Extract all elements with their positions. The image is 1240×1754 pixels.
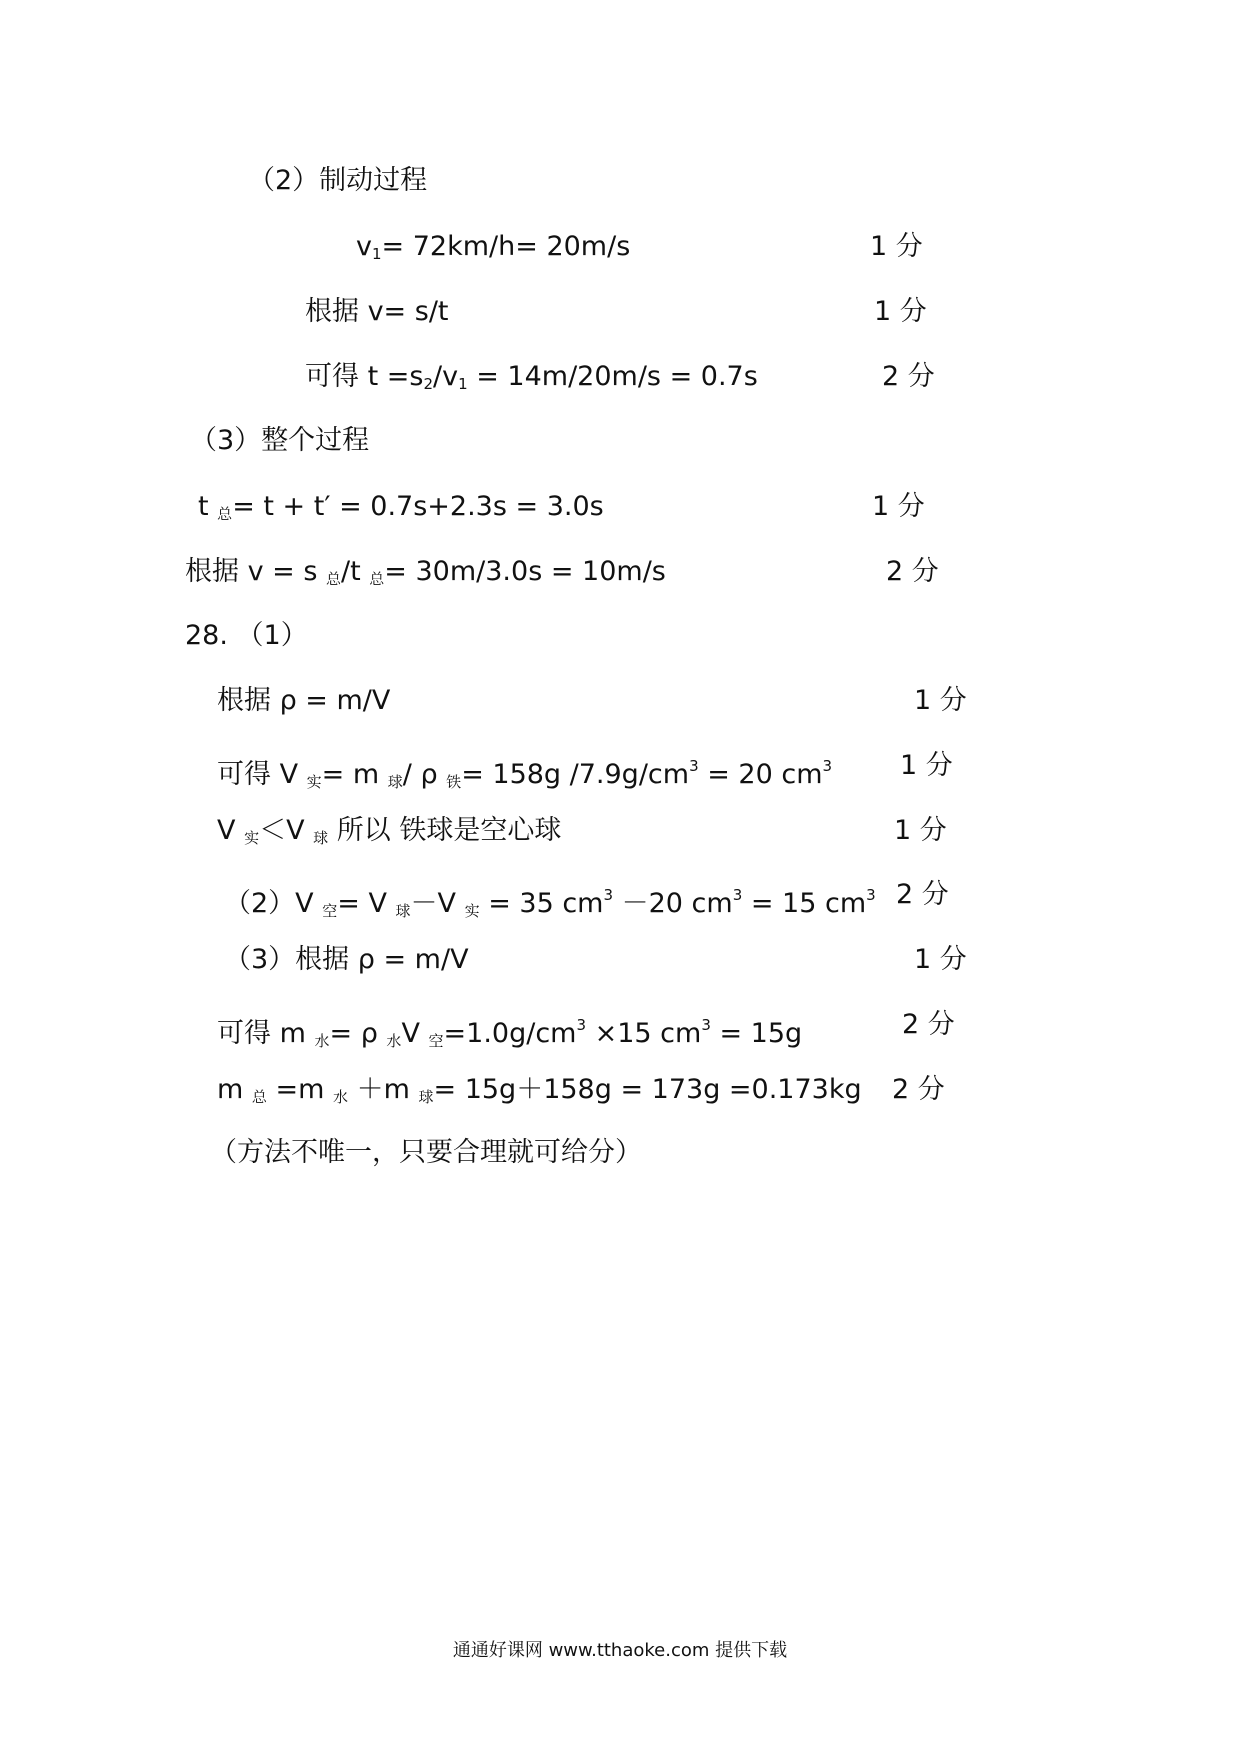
- score-label: 1 分: [900, 750, 953, 781]
- text-segment: = ρ: [329, 1018, 387, 1049]
- superscript-text: 3: [822, 757, 833, 775]
- score-label: 2 分: [886, 556, 939, 587]
- superscript-text: 3: [866, 886, 876, 904]
- text-segment: = 15g＋158g = 173g =0.173kg: [433, 1074, 862, 1105]
- text-segment: 28. （1）: [185, 620, 308, 651]
- score-label: 1 分: [872, 491, 925, 522]
- text-segment: ×15 cm: [586, 1018, 702, 1049]
- score-label: 1 分: [874, 296, 927, 327]
- subscript-text: 实: [464, 902, 480, 920]
- text-segment: 根据 v = s: [185, 556, 326, 587]
- text-segment: ＋m: [348, 1074, 419, 1105]
- text-segment: （3）根据 ρ = m/V: [224, 944, 469, 975]
- answer-line: [190, 424, 369, 458]
- answer-line: [217, 749, 832, 799]
- subscript-text: 实: [244, 829, 260, 847]
- score-label: 1 分: [914, 944, 967, 975]
- text-segment: v: [356, 231, 372, 262]
- subscript-text: 球: [418, 1088, 434, 1106]
- text-segment: 可得 V: [217, 759, 307, 790]
- answer-line: [224, 943, 469, 977]
- text-segment: 根据 v= s/t: [305, 296, 449, 327]
- score-label: 1 分: [914, 685, 967, 716]
- subscript-text: 2: [423, 375, 433, 393]
- answer-line: [217, 814, 561, 855]
- superscript-text: 3: [576, 1016, 587, 1034]
- answer-line: [217, 1008, 802, 1058]
- subscript-text: 球: [387, 773, 403, 791]
- answer-line: [210, 1136, 642, 1170]
- text-segment: V: [217, 815, 245, 846]
- text-segment: = 35 cm: [479, 888, 604, 919]
- text-segment: = 15 cm: [742, 888, 867, 919]
- subscript-text: 水: [333, 1088, 349, 1106]
- answer-line: [224, 878, 876, 928]
- text-segment: = 72km/h= 20m/s: [381, 231, 631, 262]
- subscript-text: 空: [322, 902, 338, 920]
- footer-text: 通通好课网 www.tthaoke.com 提供下载: [452, 1640, 788, 1661]
- subscript-text: 总: [217, 505, 233, 523]
- text-segment: =m: [266, 1074, 333, 1105]
- subscript-text: 1: [371, 245, 382, 263]
- text-segment: /t: [341, 556, 370, 587]
- text-segment: 所以 铁球是空心球: [328, 815, 562, 846]
- text-segment: =1.0g/cm: [443, 1018, 577, 1049]
- text-segment: /v: [433, 361, 459, 392]
- superscript-text: 3: [603, 886, 614, 904]
- score-label: 2 分: [896, 879, 949, 910]
- text-segment: = 14m/20m/s = 0.7s: [467, 361, 758, 392]
- score-label: 2 分: [892, 1074, 945, 1105]
- subscript-text: 1: [458, 375, 468, 393]
- superscript-text: 3: [689, 757, 699, 775]
- answer-line: [185, 619, 308, 653]
- subscript-text: 总: [326, 570, 342, 588]
- answer-line: [217, 684, 390, 718]
- subscript-text: 空: [428, 1032, 444, 1050]
- answer-line: [198, 490, 604, 531]
- subscript-text: 球: [395, 902, 411, 920]
- text-segment: －20 cm: [613, 888, 733, 919]
- subscript-text: 铁: [446, 773, 462, 791]
- text-segment: / ρ: [402, 759, 447, 790]
- text-segment: 可得 m: [217, 1018, 315, 1049]
- subscript-text: 实: [306, 773, 322, 791]
- text-segment: （2）制动过程: [248, 165, 428, 196]
- text-segment: m: [217, 1074, 252, 1105]
- subscript-text: 球: [313, 829, 329, 847]
- text-segment: t: [198, 491, 218, 522]
- answer-line: [356, 230, 630, 271]
- superscript-text: 3: [732, 886, 743, 904]
- superscript-text: 3: [701, 1016, 711, 1034]
- text-segment: V: [401, 1018, 429, 1049]
- text-segment: = V: [337, 888, 396, 919]
- text-segment: －V: [410, 888, 465, 919]
- text-segment: = 20 cm: [698, 759, 823, 790]
- text-segment: （方法不唯一，只要合理就可给分）: [210, 1137, 642, 1168]
- score-label: 2 分: [902, 1009, 955, 1040]
- answer-line: [217, 1073, 862, 1114]
- text-segment: （2）V: [224, 888, 323, 919]
- text-segment: = 15g: [710, 1018, 803, 1049]
- answer-line: [305, 295, 449, 329]
- text-segment: = 30m/3.0s = 10m/s: [384, 556, 666, 587]
- text-segment: = 158g /7.9g/cm: [461, 759, 690, 790]
- text-segment: 可得 t =s: [305, 361, 424, 392]
- text-segment: （3）整个过程: [190, 425, 370, 456]
- answer-line: [185, 555, 666, 596]
- score-label: 1 分: [894, 815, 947, 846]
- subscript-text: 总: [251, 1088, 267, 1106]
- answer-line: [248, 164, 427, 198]
- subscript-text: 水: [386, 1032, 402, 1050]
- answer-line: [305, 360, 758, 401]
- subscript-text: 总: [369, 570, 385, 588]
- text-segment: ＜V: [259, 815, 314, 846]
- score-label: 2 分: [882, 361, 935, 392]
- text-segment: = t + t′ = 0.7s+2.3s = 3.0s: [232, 491, 604, 522]
- text-segment: = m: [321, 759, 388, 790]
- score-label: 1 分: [870, 231, 923, 262]
- text-segment: 根据 ρ = m/V: [217, 685, 391, 716]
- subscript-text: 水: [314, 1032, 330, 1050]
